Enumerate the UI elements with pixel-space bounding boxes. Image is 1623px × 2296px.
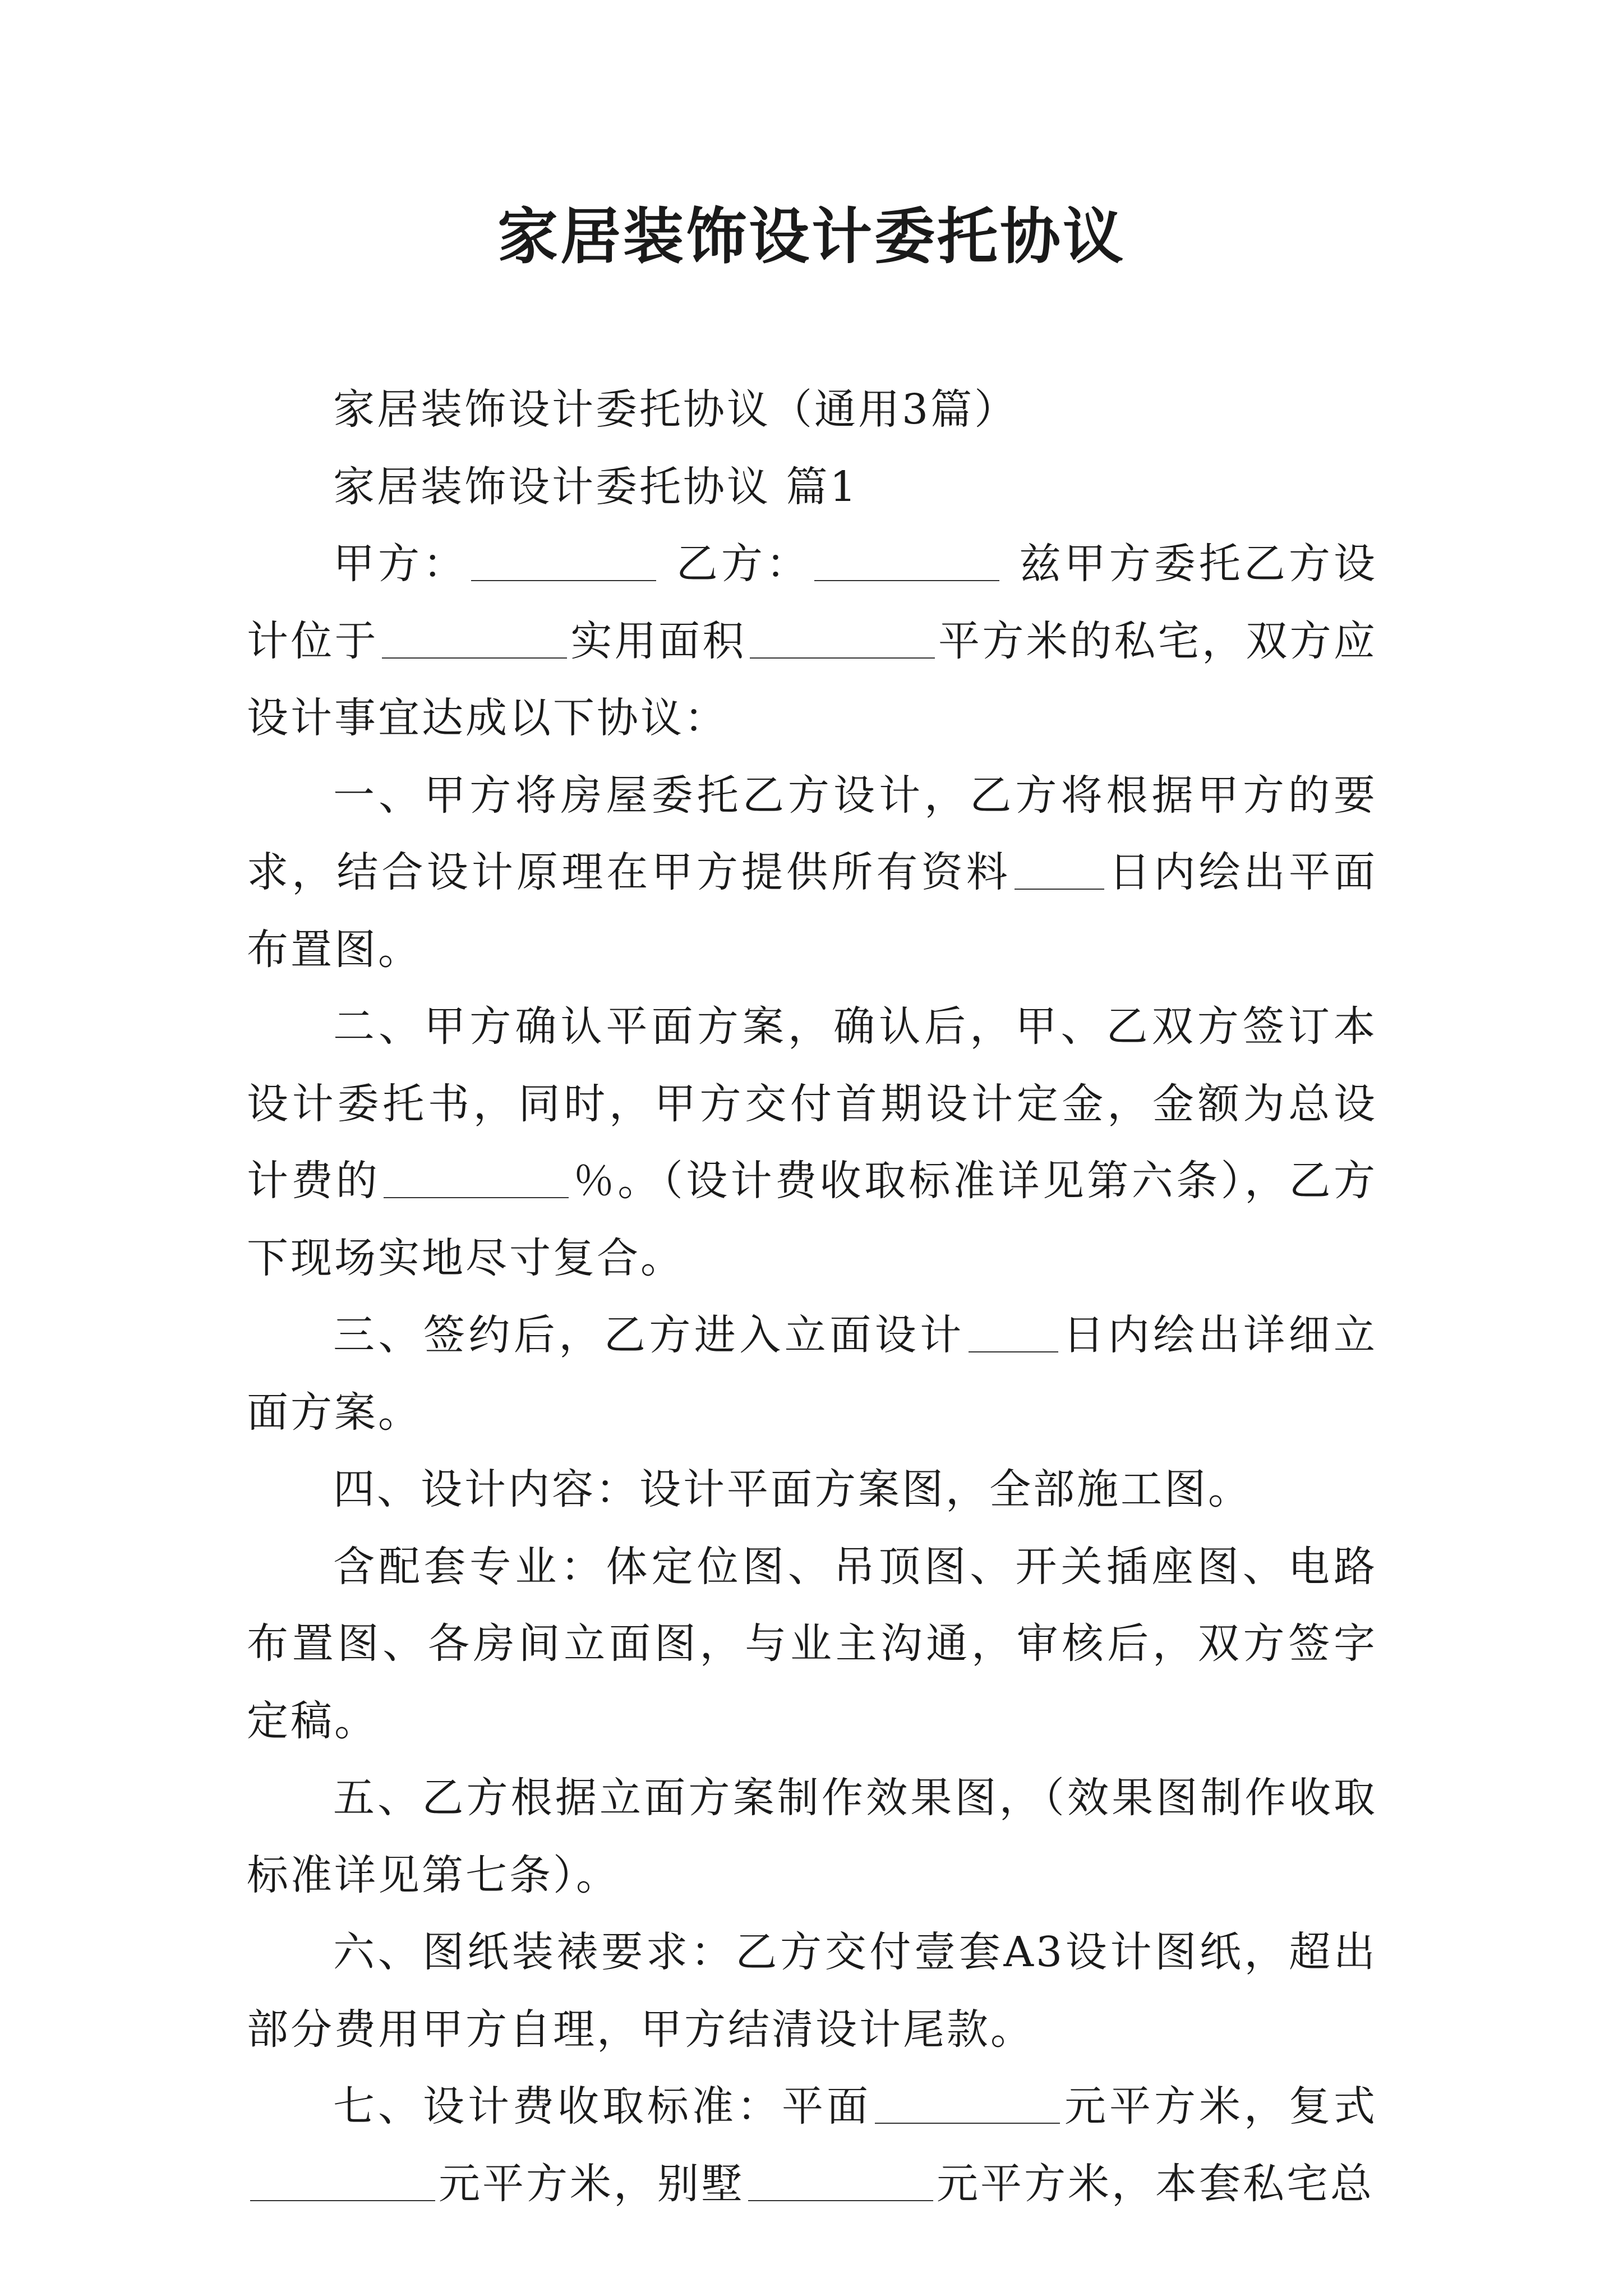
clause-7-text-2: 元平方米，复式 [1063, 2082, 1377, 2131]
party-a-label: 甲方： [333, 540, 468, 588]
clause-1 [247, 757, 1377, 989]
clause-7-flat-price-blank [875, 2081, 1060, 2124]
document-subtitle: 家居装饰设计委托协议（通用3篇） [333, 385, 1018, 434]
clause-7-text-1: 七、设计费收取标准：平面 [333, 2082, 872, 2131]
intro-text-2: 实用面积 [570, 616, 746, 665]
clause-2-percent-blank [384, 1156, 569, 1198]
clause-7-text-4: 元平方米，本套私宅总 [937, 2159, 1374, 2208]
clause-5: 五、乙方根据立面方案制作效果图，（效果图制作收取标准详见第七条）。 [247, 1774, 1377, 1899]
clause-7-text-3: 元平方米，别墅 [439, 2159, 745, 2208]
document-title: 家居装饰设计委托协议 [497, 201, 1126, 272]
party-b-blank [814, 539, 999, 581]
clause-2 [247, 988, 1377, 1297]
party-a-blank [471, 539, 656, 581]
clause-3-text-2: 日内绘出详细立面方案。 [247, 1311, 1378, 1437]
clause-6: 六、图纸装裱要求：乙方交付壹套A3设计图纸，超出部分费用甲方自理，甲方结清设计尾款。 [247, 1928, 1377, 2054]
clause-7-duplex-price-blank [250, 2159, 435, 2201]
clause-7 [247, 2068, 1377, 2223]
clause-1-text-2: 日内绘出平面布置图。 [247, 848, 1378, 974]
intro-text-3: 平方米的私宅，双方应设计事宜达成以下协议： [247, 616, 1378, 742]
clause-4: 四、设计内容：设计平面方案图，全部施工图。 [333, 1465, 1252, 1513]
parties-paragraph [247, 526, 1377, 757]
party-b-label: 乙方： [676, 540, 811, 588]
location-blank [382, 616, 567, 659]
clause-3-days-blank [969, 1310, 1058, 1352]
clause-3-text-1: 三、签约后，乙方进入立面设计 [333, 1311, 965, 1359]
clause-7-villa-price-blank [748, 2159, 933, 2201]
clause-4-detail: 含配套专业：体定位图、吊顶图、开关插座图、电路布置图、各房间立面图，与业主沟通，审核后，双方签字定稿。 [247, 1542, 1377, 1745]
clause-2-text-2: ％。（设计费收取标准详见第六条），乙方下现场实地尽寸复合。 [247, 1157, 1378, 1282]
clause-1-days-blank [1015, 847, 1104, 890]
area-blank [750, 616, 935, 659]
clause-2-text-1: 二、甲方确认平面方案，确认后，甲、乙双方签订本设计委托书，同时，甲方交付首期设计定金，金额为总设计费的 [247, 1002, 1377, 1205]
document-body [247, 371, 1377, 2223]
intro-text-1: 兹甲方委托乙方设计位于 [247, 540, 1377, 665]
clause-3 [247, 1297, 1377, 1451]
section-heading: 家居装饰设计委托协议 篇1 [333, 462, 859, 511]
clause-1-text-1: 一、甲方将房屋委托乙方设计，乙方将根据甲方的要求，结合设计原理在甲方提供所有资料 [247, 771, 1377, 896]
